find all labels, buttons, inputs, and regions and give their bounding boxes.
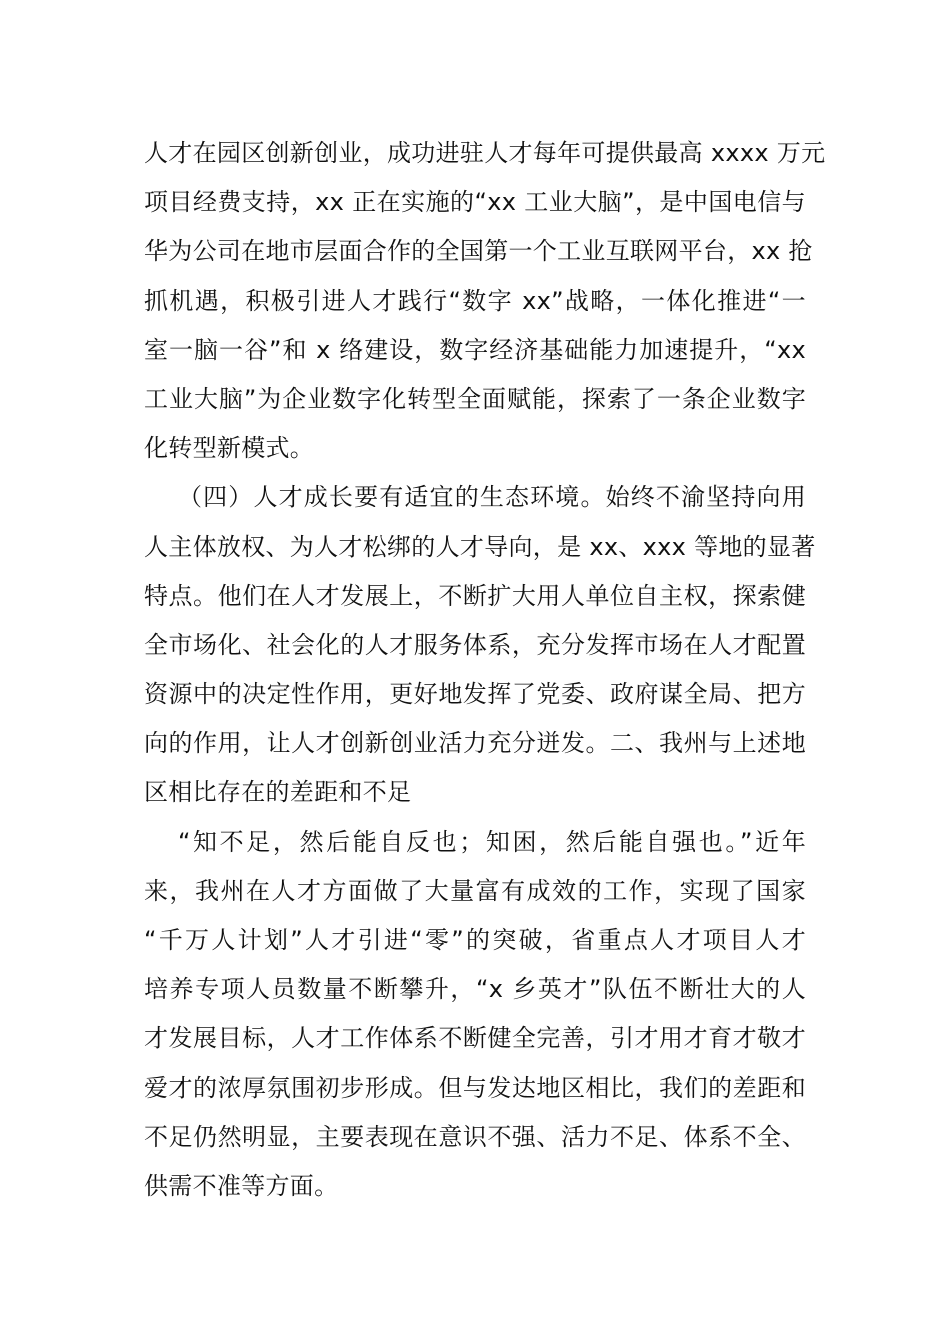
paragraph-line: 全市场化、社会化的人才服务体系，充分发挥市场在人才配置 <box>144 630 806 659</box>
paragraph-line: 培养专项人员数量不断攀升，“x 乡英才”队伍不断壮大的人 <box>144 975 806 1004</box>
paragraph-line: 人才在园区创新创业，成功进驻人才每年可提供最高 xxxx 万元 <box>144 139 826 167</box>
paragraph-line: 来，我州在人才方面做了大量富有成效的工作，实现了国家 <box>144 876 806 905</box>
paragraph-line: 资源中的决定性作用，更好地发挥了党委、政府谋全局、把方 <box>144 680 806 709</box>
paragraph-line: （四）人才成长要有适宜的生态环境。始终不渝坚持向用 <box>178 483 806 512</box>
paragraph-line: 工业大脑”为企业数字化转型全面赋能，探索了一条企业数字 <box>144 384 806 413</box>
paragraph-line: 不足仍然明显，主要表现在意识不强、活力不足、体系不全、 <box>144 1122 806 1151</box>
paragraph-line: 爱才的浓厚氛围初步形成。但与发达地区相比，我们的差距和 <box>144 1073 806 1102</box>
paragraph-line: 人主体放权、为人才松绑的人才导向，是 xx、xxx 等地的显著 <box>144 532 816 561</box>
document-body <box>144 129 826 1211</box>
paragraph-line: 化转型新模式。 <box>144 434 315 463</box>
paragraph-line: “知不足，然后能自反也；知困，然后能自强也。”近年 <box>178 827 806 856</box>
paragraph-line: 供需不准等方面。 <box>144 1171 339 1200</box>
paragraph-line: 才发展目标，人才工作体系不断健全完善，引才用才育才敬才 <box>144 1024 806 1053</box>
paragraph-line: 项目经费支持，xx 正在实施的“xx 工业大脑”，是中国电信与 <box>144 188 806 217</box>
paragraph-line: “千万人计划”人才引进“零”的突破，省重点人才项目人才 <box>144 926 806 954</box>
paragraph-line: 向的作用，让人才创新创业活力充分迸发。二、我州与上述地 <box>144 729 806 758</box>
paragraph-line: 室一脑一谷”和 x 络建设，数字经济基础能力加速提升，“xx <box>144 335 806 364</box>
paragraph-line: 区相比存在的差距和不足 <box>144 778 412 807</box>
paragraph-line: 华为公司在地市层面合作的全国第一个工业互联网平台，xx 抢 <box>144 237 813 266</box>
paragraph-line: 抓机遇，积极引进人才践行“数字 xx”战略，一体化推进“一 <box>144 286 806 315</box>
paragraph-line: 特点。他们在人才发展上，不断扩大用人单位自主权，探索健 <box>144 581 806 610</box>
